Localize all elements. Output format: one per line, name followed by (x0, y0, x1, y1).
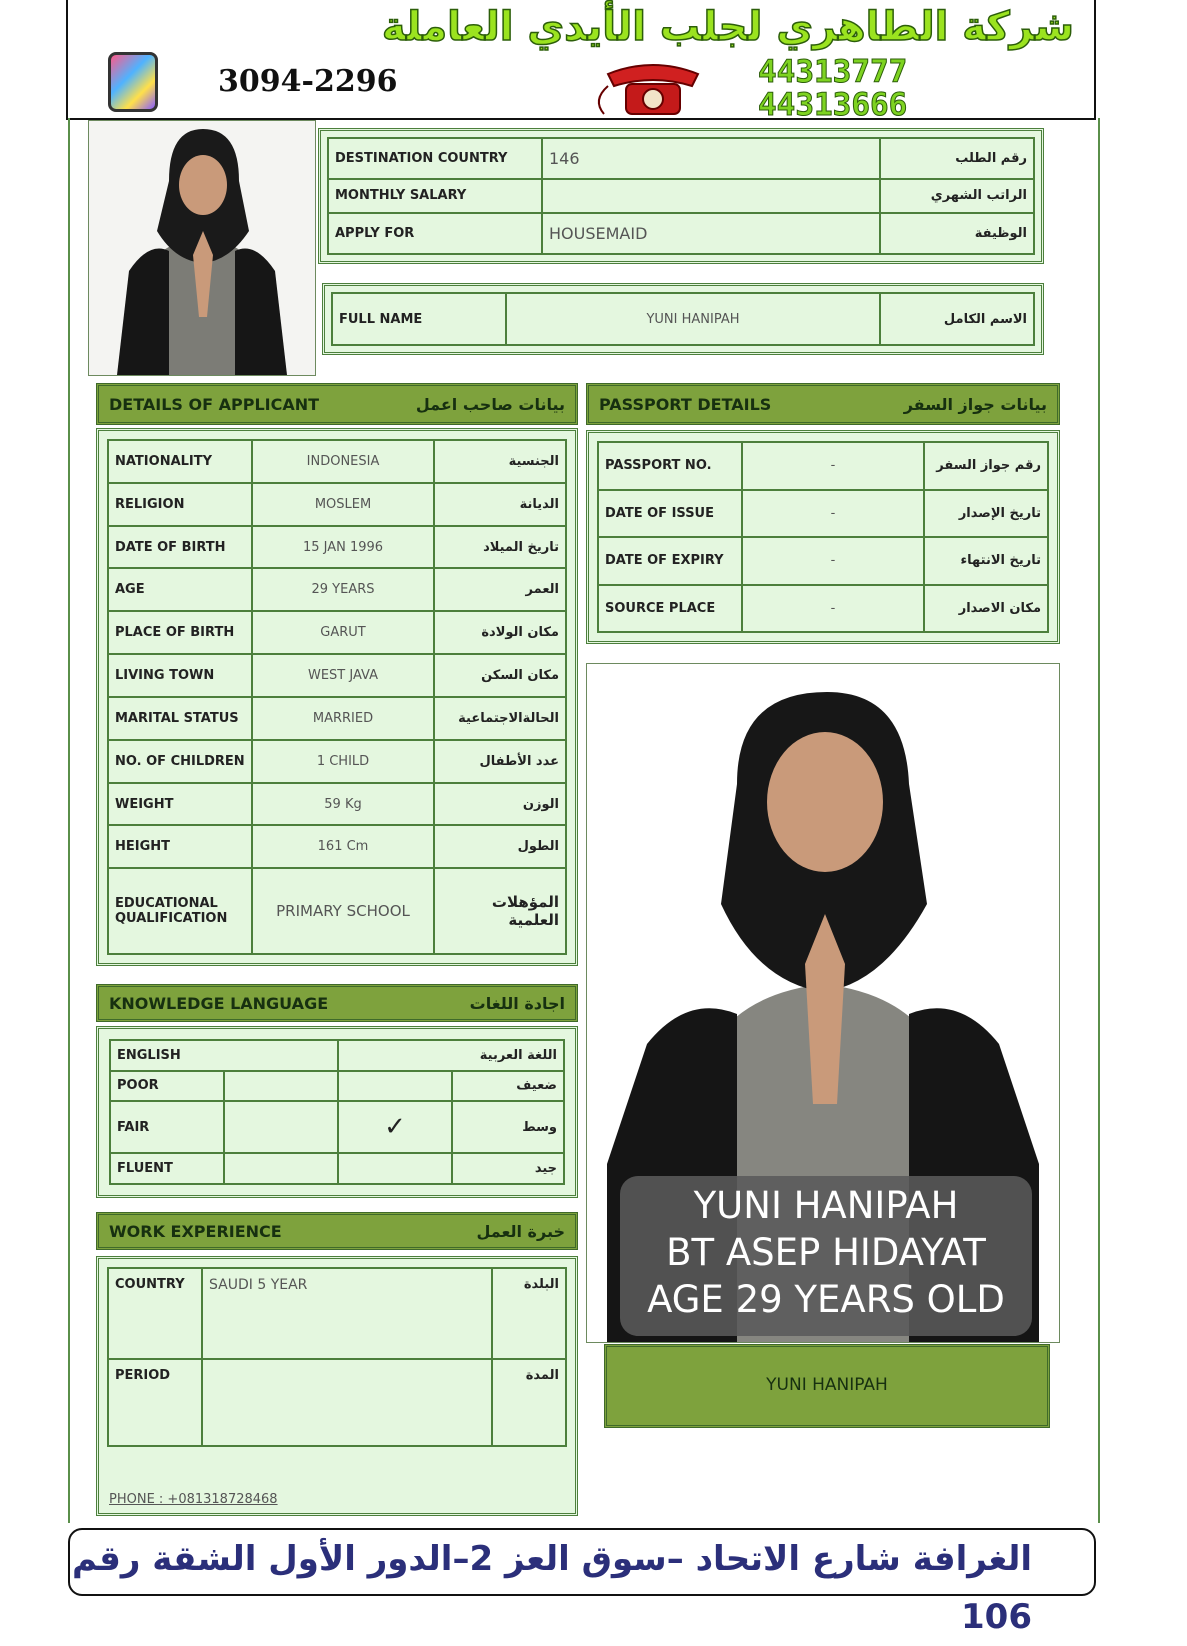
country-label: COUNTRY (108, 1268, 202, 1359)
date-of-issue-label: DATE OF ISSUE (598, 490, 742, 538)
source-place-value: - (742, 585, 924, 633)
name-banner: YUNI HANIPAH (604, 1344, 1050, 1428)
period-value (202, 1359, 492, 1446)
phone-number-2: 44313666 (758, 87, 908, 123)
height-label: HEIGHT (108, 825, 252, 868)
monthly-salary-label-ar: الراتب الشهري (880, 179, 1034, 213)
weight-label-ar: الوزن (434, 783, 566, 826)
date-of-birth-value: 15 JAN 1996 (252, 526, 434, 569)
contact-phone: PHONE : +081318728468 (109, 1492, 278, 1507)
passport-details-title: PASSPORT DETAILS (599, 394, 772, 414)
apply-for-value: HOUSEMAID (542, 213, 880, 254)
full-name-value: YUNI HANIPAH (506, 293, 880, 345)
date-of-issue-label-ar: تاريخ الإصدار (924, 490, 1048, 538)
destination-country-label: DESTINATION COUNTRY (328, 138, 542, 179)
table-row (598, 585, 1048, 633)
country-value: SAUDI 5 YEAR (202, 1268, 492, 1359)
caption-line-2: BT ASEP HIDAYAT (666, 1231, 986, 1274)
country-label-ar: البلدة (492, 1268, 566, 1359)
place-of-birth-label: PLACE OF BIRTH (108, 611, 252, 654)
date-of-expiry-label-ar: تاريخ الانتهاء (924, 537, 1048, 585)
poor-label-ar: ضعيف (452, 1071, 564, 1102)
landline-numbers (758, 56, 907, 122)
table-row (108, 697, 566, 740)
caption-line-1: YUNI HANIPAH (693, 1184, 959, 1227)
source-place-label: SOURCE PLACE (598, 585, 742, 633)
english-fluent-mark (224, 1153, 338, 1184)
education-label: EDUCATIONAL QUALIFICATION (108, 868, 252, 954)
arabic-fluent-mark (338, 1153, 452, 1184)
work-experience-table (107, 1267, 567, 1447)
destination-country-value: 146 (542, 138, 880, 179)
age-label-ar: العمر (434, 568, 566, 611)
passport-no-label: PASSPORT NO. (598, 442, 742, 490)
education-value: PRIMARY SCHOOL (252, 868, 434, 954)
language-title: KNOWLEDGE LANGUAGE (109, 993, 329, 1013)
table-row (110, 1101, 564, 1153)
table-row (108, 611, 566, 654)
telephone-icon (588, 60, 718, 116)
table-row (108, 654, 566, 697)
passport-no-label-ar: رقم جواز السفر (924, 442, 1048, 490)
header (66, 0, 1096, 123)
marital-status-label-ar: الحالةالاجتماعية (434, 697, 566, 740)
footer-address: الغرافة شارع الاتحاد –سوق العز 2–الدور الأول الشقة رقم 106 (68, 1528, 1096, 1596)
marital-status-label: MARITAL STATUS (108, 697, 252, 740)
full-name-table (331, 292, 1035, 346)
period-label-ar: المدة (492, 1359, 566, 1446)
request-box (318, 128, 1044, 264)
poor-label: POOR (110, 1071, 224, 1102)
period-label: PERIOD (108, 1359, 202, 1446)
table-row (332, 293, 1034, 345)
table-row (328, 138, 1034, 179)
date-of-birth-label: DATE OF BIRTH (108, 526, 252, 569)
fair-label-ar: وسط (452, 1101, 564, 1153)
nationality-value: INDONESIA (252, 440, 434, 483)
applicant-details-header (96, 383, 578, 425)
children-label-ar: عدد الأطفال (434, 740, 566, 783)
english-column-label: ENGLISH (110, 1040, 338, 1071)
table-row (108, 1359, 566, 1446)
arabic-fair-checkmark-icon: ✓ (338, 1101, 452, 1153)
children-label: NO. OF CHILDREN (108, 740, 252, 783)
table-row (108, 568, 566, 611)
date-of-expiry-value: - (742, 537, 924, 585)
living-town-label-ar: مكان السكن (434, 654, 566, 697)
table-row (328, 179, 1034, 213)
mobile-phone-icon (108, 52, 158, 112)
table-row (108, 825, 566, 868)
request-number-label-ar: رقم الطلب (880, 138, 1034, 179)
english-poor-mark (224, 1071, 338, 1102)
applicant-details-title: DETAILS OF APPLICANT (109, 394, 320, 414)
applicant-photo-small-image (89, 121, 315, 375)
caption-line-3: AGE 29 YEARS OLD (647, 1278, 1005, 1321)
company-name: شركة الطاهري لجلب الأيدي العاملة (381, 4, 1074, 50)
religion-value: MOSLEM (252, 483, 434, 526)
english-fair-mark (224, 1101, 338, 1153)
fluent-label-ar: جيد (452, 1153, 564, 1184)
children-value: 1 CHILD (252, 740, 434, 783)
full-name-label-ar: الاسم الكامل (880, 293, 1034, 345)
fluent-label: FLUENT (110, 1153, 224, 1184)
work-experience-title-ar: خبرة العمل (476, 1221, 565, 1241)
passport-details-table (597, 441, 1049, 633)
applicant-details-box (96, 428, 578, 966)
table-row (108, 1268, 566, 1359)
full-name-box (322, 283, 1044, 355)
work-experience-header (96, 1212, 578, 1250)
nationality-label-ar: الجنسية (434, 440, 566, 483)
monthly-salary-label: MONTHLY SALARY (328, 179, 542, 213)
monthly-salary-value (542, 179, 880, 213)
applicant-details-title-ar: بيانات صاحب اعمل (415, 394, 565, 414)
age-label: AGE (108, 568, 252, 611)
work-experience-title: WORK EXPERIENCE (109, 1221, 282, 1241)
apply-for-label-ar: الوظيفة (880, 213, 1034, 254)
table-row (110, 1071, 564, 1102)
table-row (110, 1040, 564, 1071)
mobile-number: 3094-2296 (218, 64, 398, 99)
table-row (108, 483, 566, 526)
passport-details-box (586, 430, 1060, 644)
language-title-ar: اجادة اللغات (469, 993, 565, 1013)
table-row (108, 526, 566, 569)
weight-label: WEIGHT (108, 783, 252, 826)
table-row (108, 868, 566, 954)
date-of-birth-label-ar: تاريخ الميلاد (434, 526, 566, 569)
age-value: 29 YEARS (252, 568, 434, 611)
applicant-details-table (107, 439, 567, 955)
arabic-column-label: اللغة العربية (338, 1040, 564, 1071)
source-place-label-ar: مكان الاصدار (924, 585, 1048, 633)
date-of-expiry-label: DATE OF EXPIRY (598, 537, 742, 585)
phone-number-1: 44313777 (758, 54, 908, 90)
arabic-poor-mark (338, 1071, 452, 1102)
place-of-birth-value: GARUT (252, 611, 434, 654)
passport-no-value: - (742, 442, 924, 490)
place-of-birth-label-ar: مكان الولادة (434, 611, 566, 654)
table-row (108, 783, 566, 826)
language-header (96, 984, 578, 1022)
table-row (110, 1153, 564, 1184)
religion-label: RELIGION (108, 483, 252, 526)
fair-label: FAIR (110, 1101, 224, 1153)
living-town-label: LIVING TOWN (108, 654, 252, 697)
request-table (327, 137, 1035, 255)
language-box (96, 1026, 578, 1198)
table-row (598, 442, 1048, 490)
apply-for-label: APPLY FOR (328, 213, 542, 254)
table-row (598, 490, 1048, 538)
table-row (328, 213, 1034, 254)
height-value: 161 Cm (252, 825, 434, 868)
living-town-value: WEST JAVA (252, 654, 434, 697)
table-row (108, 440, 566, 483)
passport-details-header (586, 383, 1060, 425)
weight-value: 59 Kg (252, 783, 434, 826)
passport-details-title-ar: بيانات جواز السفر (903, 394, 1047, 414)
education-label-ar: المؤهلات العلمية (434, 868, 566, 954)
date-of-issue-value: - (742, 490, 924, 538)
photo-caption (620, 1176, 1032, 1336)
height-label-ar: الطول (434, 825, 566, 868)
marital-status-value: MARRIED (252, 697, 434, 740)
full-name-label: FULL NAME (332, 293, 506, 345)
table-row (598, 537, 1048, 585)
applicant-photo-small (88, 120, 316, 376)
table-row (108, 740, 566, 783)
nationality-label: NATIONALITY (108, 440, 252, 483)
language-table (109, 1039, 565, 1185)
religion-label-ar: الديانة (434, 483, 566, 526)
work-experience-box (96, 1256, 578, 1516)
